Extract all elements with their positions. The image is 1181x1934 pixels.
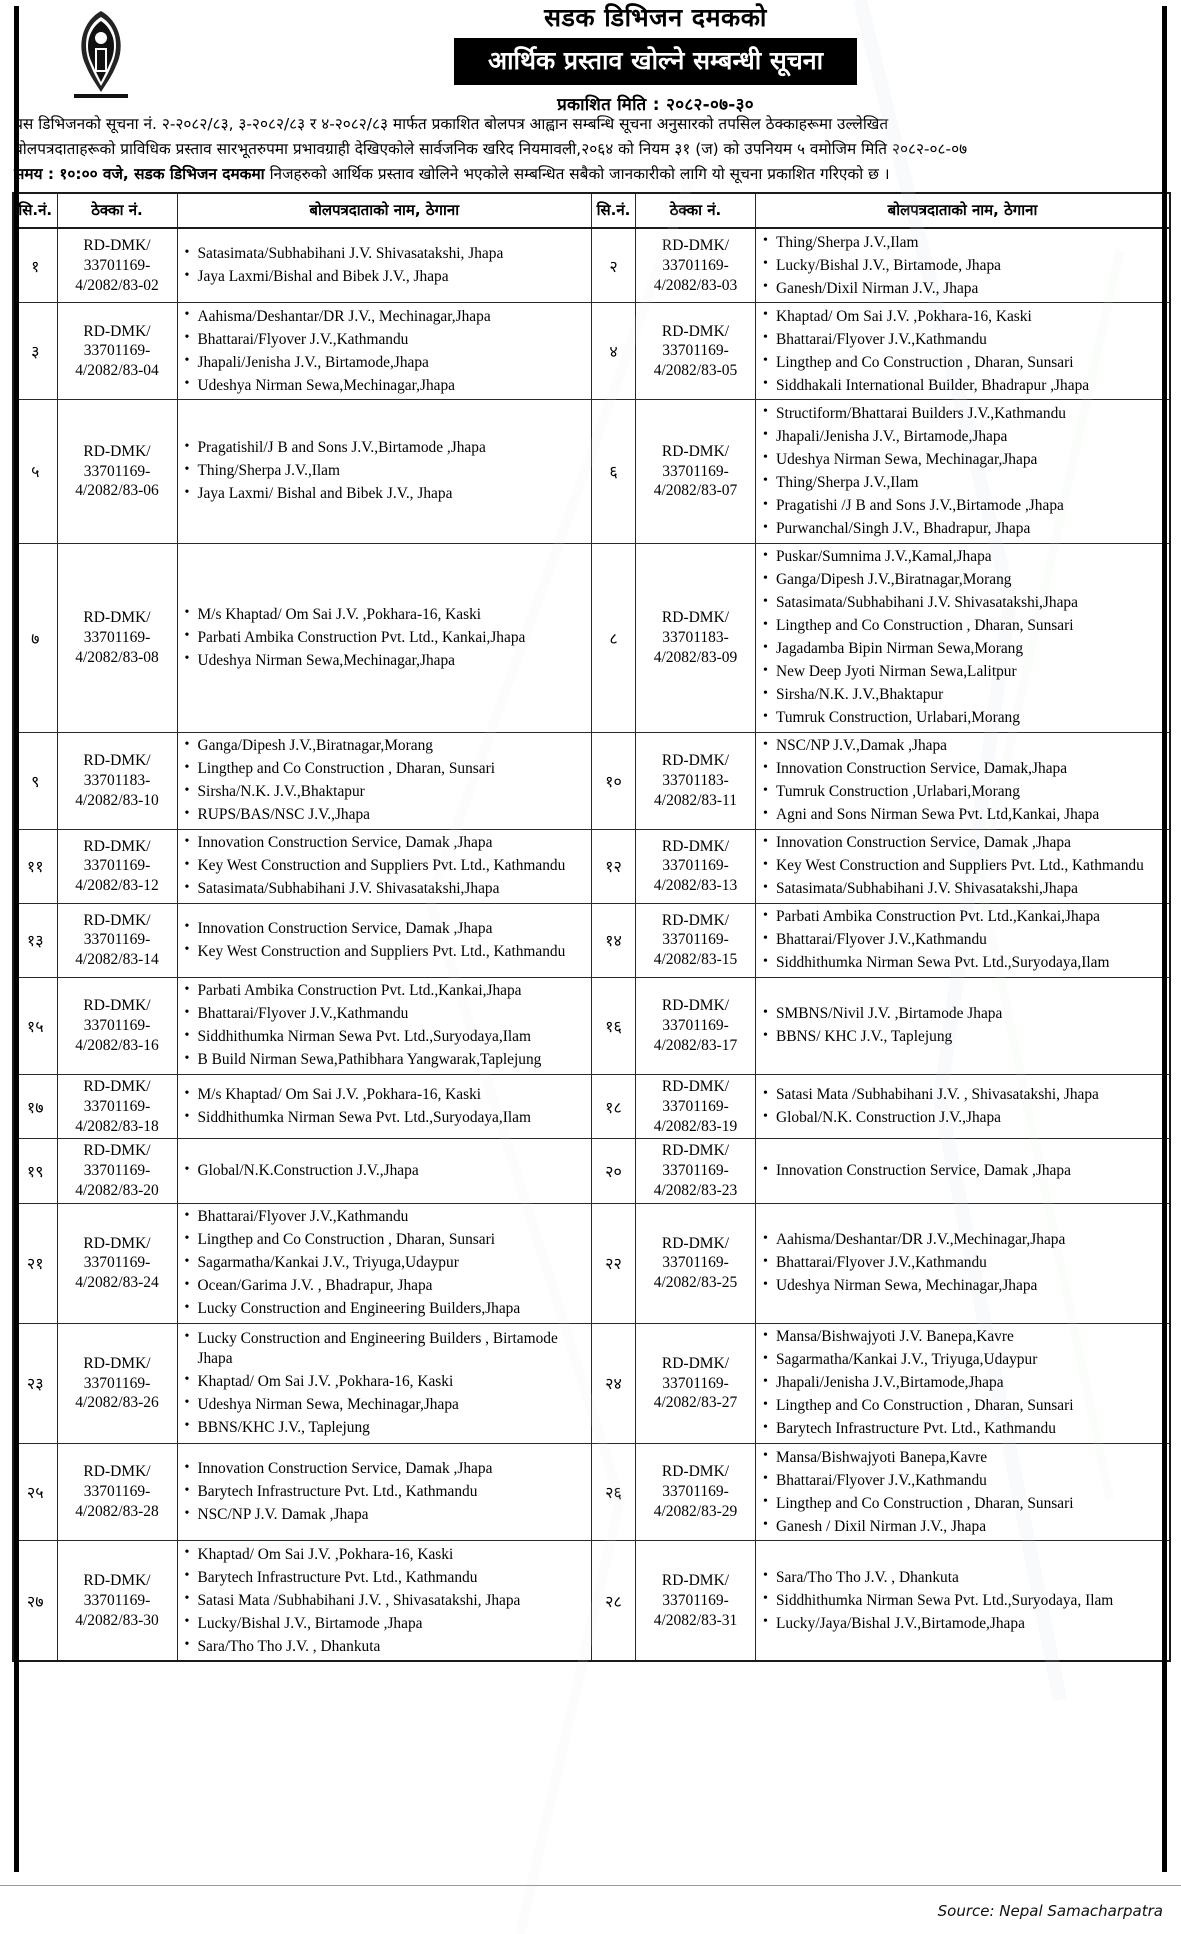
bidders-list-right [756,732,1171,829]
bidders-list-right [756,903,1171,977]
bidder-item: • Khaptad/ Om Sai J.V. ,Pokhara-16, Kaski [198,1370,589,1393]
bidders-list-right [756,543,1171,732]
serial-number-right: २८ [592,1541,636,1662]
bidder-item: • Jhapali/Jenisha J.V.,Birtamode,Jhapa [776,1372,1166,1395]
bidder-names [759,546,1166,730]
intro-time-place: समय : १०:०० वजे, सडक डिभिजन दमकमा [14,165,265,184]
intro-line-3-rest: निजहरुको आर्थिक प्रस्ताव खोलिने भएकोले सम्बन्धित सबैको जानकारीको लागि यो सूचना प्रकाशित गरिएको छ । [264,165,890,184]
bidder-item: • Khaptad/ Om Sai J.V. ,Pokhara-16, Kaski [198,1543,589,1566]
bidder-names [181,1458,589,1527]
bidder-names [759,1446,1166,1538]
serial-number-right: २ [592,228,636,303]
bidder-item: • Ganga/Dipesh J.V.,Biratnagar,Morang [776,569,1166,592]
bidders-list-left [177,829,592,903]
bidder-item: • Satasi Mata /Subhabihani J.V. , Shivasatakshi, Jhapa [776,1084,1166,1107]
col-header-sn-left: सि.नं. [13,193,57,228]
intro-line-2: बोलपत्रदाताहरूको प्राविधिक प्रस्ताव सारभूतरुपमा प्रभावग्राही देखिएकोले सार्वजनिक खरिद नियमावली,२०६४ को नियम ३१ (ज) को उपनियम ५ वमोजिम मिति २०८२-०८-०७ [14,140,968,159]
bidder-item: • Thing/Sherpa J.V.,Ilam [776,231,1166,254]
bidders-list-left [177,1541,592,1662]
serial-number-left: १ [13,228,57,303]
bidder-item: • Siddhithumka Nirman Sewa Pvt. Ltd.,Suryodaya, Ilam [776,1589,1166,1612]
bidder-item: • Lingthep and Co Construction , Dharan, Sunsari [198,758,589,781]
bidder-item: • Jaya Laxmi/ Bishal and Bibek J.V., Jhapa [198,483,589,506]
published-date: प्रकाशित मिति : २०८२-०७-३० [557,95,754,116]
bidder-item: • Jaya Laxmi/Bishal and Bibek J.V., Jhapa [198,266,589,289]
bidder-item: • Siddhithumka Nirman Sewa Pvt. Ltd.,Suryodaya,Ilam [776,952,1166,975]
contract-number-right: RD-DMK/ 33701169-4/2082/83-19 [636,1074,756,1138]
bidders-list-left [177,977,592,1074]
bidder-item: • Tumruk Construction, Urlabari,Morang [776,707,1166,730]
serial-number-left: १७ [13,1074,57,1138]
serial-number-left: २७ [13,1541,57,1662]
bidder-item: • Key West Construction and Suppliers Pvt. Ltd., Kathmandu [198,855,589,878]
contract-number-left: RD-DMK/ 33701169-4/2082/83-28 [57,1444,177,1541]
bidder-names [181,1160,589,1183]
contract-number-right: RD-DMK/ 33701169-4/2082/83-15 [636,903,756,977]
serial-number-right: ६ [592,400,636,543]
bidder-item: • Key West Construction and Suppliers Pvt. Ltd., Kathmandu [776,855,1166,878]
bidder-item: • Lucky/Jaya/Bishal J.V.,Birtamode,Jhapa [776,1612,1166,1635]
contract-number-left: RD-DMK/ 33701169-4/2082/83-18 [57,1074,177,1138]
contract-number-left: RD-DMK/ 33701169-4/2082/83-16 [57,977,177,1074]
contract-number-right: RD-DMK/ 33701169-4/2082/83-03 [636,228,756,303]
serial-number-right: १६ [592,977,636,1074]
bidder-item: • Structiform/Bhattarai Builders J.V.,Kathmandu [776,402,1166,425]
bidder-names [181,917,589,963]
contract-number-right: RD-DMK/ 33701169-4/2082/83-23 [636,1139,756,1203]
serial-number-right: २४ [592,1323,636,1443]
bidder-item: • Parbati Ambika Construction Pvt. Ltd.,Kankai,Jhapa [198,980,589,1003]
bidders-list-right [756,1323,1171,1443]
bidder-names [759,906,1166,975]
bidder-item: • Ganga/Dipesh J.V.,Biratnagar,Morang [198,735,589,758]
serial-number-left: २५ [13,1444,57,1541]
bidder-item: • Global/N.K. Construction J.V.,Jhapa [776,1107,1166,1130]
bidder-item: • Satasimata/Subhabihani J.V. Shivasatakshi,Jhapa [198,878,589,901]
contract-number-right: RD-DMK/ 33701183-4/2082/83-11 [636,732,756,829]
bidder-names [181,1206,589,1321]
bidder-item: • Barytech Infrastructure Pvt. Ltd., Kathmandu [198,1566,589,1589]
bidder-item: • Mansa/Bishwajyoti J.V. Banepa,Kavre [776,1326,1166,1349]
bidders-list-left [177,1323,592,1443]
footer-divider [0,1885,1181,1886]
serial-number-right: २० [592,1139,636,1203]
serial-number-right: १० [592,732,636,829]
bidder-names [181,735,589,827]
serial-number-left: ५ [13,400,57,543]
bidder-item: • Jhapali/Jenisha J.V., Birtamode,Jhapa [776,425,1166,448]
bidder-item: • Udeshya Nirman Sewa, Mechinagar,Jhapa [776,1275,1166,1298]
bidder-item: • Parbati Ambika Construction Pvt. Ltd., Kankai,Jhapa [198,626,589,649]
serial-number-right: ४ [592,303,636,400]
bidder-names [181,1543,589,1658]
bidder-item: • Lingthep and Co Construction , Dharan, Sunsari [776,1395,1166,1418]
contract-number-right: RD-DMK/ 33701169-4/2082/83-29 [636,1444,756,1541]
serial-number-right: २२ [592,1203,636,1323]
bidder-item: • Bhattarai/Flyover J.V.,Kathmandu [776,1252,1166,1275]
serial-number-left: २१ [13,1203,57,1323]
bidder-item: • Sagarmatha/Kankai J.V., Triyuga,Udaypur [776,1349,1166,1372]
bidder-item: • Bhattarai/Flyover J.V.,Kathmandu [776,1469,1166,1492]
bidder-item: • Agni and Sons Nirman Sewa Pvt. Ltd,Kankai, Jhapa [776,804,1166,827]
bidder-item: • Siddhithumka Nirman Sewa Pvt. Ltd.,Suryodaya,Ilam [198,1107,589,1130]
notice-header [0,0,1181,116]
bidder-names [181,1084,589,1130]
contract-number-right: RD-DMK/ 33701169-4/2082/83-27 [636,1323,756,1443]
bidder-names [759,1229,1166,1298]
contract-number-right: RD-DMK/ 33701169-4/2082/83-13 [636,829,756,903]
bidder-item: • Mansa/Bishwajyoti Banepa,Kavre [776,1446,1166,1469]
serial-number-left: ७ [13,543,57,732]
bidder-item: • RUPS/BAS/NSC J.V.,Jhapa [198,804,589,827]
serial-number-right: १२ [592,829,636,903]
bidder-names [759,1084,1166,1130]
bidder-item: • Puskar/Sumnima J.V.,Kamal,Jhapa [776,546,1166,569]
bidder-item: • Lucky/Bishal J.V., Birtamode, Jhapa [776,254,1166,277]
bidder-item: • Lucky Construction and Engineering Builders,Jhapa [198,1298,589,1321]
bidder-item: • Jagadamba Bipin Nirman Sewa,Morang [776,638,1166,661]
bidder-item: • Udeshya Nirman Sewa,Mechinagar,Jhapa [198,374,589,397]
bidder-item: • Bhattarai/Flyover J.V.,Kathmandu [198,1206,589,1229]
contract-number-left: RD-DMK/ 33701169-4/2082/83-30 [57,1541,177,1662]
bidder-item: • Siddhakali International Builder, Bhadrapur ,Jhapa [776,374,1166,397]
serial-number-left: २३ [13,1323,57,1443]
serial-number-left: १९ [13,1139,57,1203]
bidder-item: • Innovation Construction Service, Damak,Jhapa [776,758,1166,781]
bidder-item: • Bhattarai/Flyover J.V.,Kathmandu [198,328,589,351]
serial-number-left: ९ [13,732,57,829]
bidder-names [181,980,589,1072]
bidder-item: • Lingthep and Co Construction , Dharan, Sunsari [776,615,1166,638]
bidder-item: • Innovation Construction Service, Damak ,Jhapa [776,832,1166,855]
bidder-item: • Innovation Construction Service, Damak ,Jhapa [776,1160,1166,1183]
bidders-list-right [756,1074,1171,1138]
contract-number-left: RD-DMK/ 33701169-4/2082/83-20 [57,1139,177,1203]
bidders-list-left [177,1444,592,1541]
bidder-item: • Sara/Tho Tho J.V. , Dhankuta [198,1635,589,1658]
bidder-item: • Lucky/Bishal J.V., Birtamode ,Jhapa [198,1612,589,1635]
col-header-bidders-right: बोलपत्रदाताको नाम, ठेगाना [756,193,1171,228]
bidder-item: • Purwanchal/Singh J.V., Bhadrapur, Jhapa [776,518,1166,541]
bidder-item: • Sara/Tho Tho J.V. , Dhankuta [776,1566,1166,1589]
col-header-sn-right: सि.नं. [592,193,636,228]
bidder-item: • Lingthep and Co Construction , Dharan, Sunsari [776,1492,1166,1515]
bidders-list-right [756,1444,1171,1541]
bidders-list-left [177,1074,592,1138]
bidder-names [181,243,589,289]
bidder-names [181,603,589,672]
bidder-item: • M/s Khaptad/ Om Sai J.V. ,Pokhara-16, Kaski [198,603,589,626]
bidders-list-right [756,228,1171,303]
bidder-item: • Barytech Infrastructure Pvt. Ltd., Kathmandu [776,1418,1166,1441]
bidder-names [759,231,1166,300]
contract-number-left: RD-DMK/ 33701169-4/2082/83-06 [57,400,177,543]
serial-number-right: ८ [592,543,636,732]
bidder-names [181,305,589,397]
serial-number-right: २६ [592,1444,636,1541]
bidder-item: • Key West Construction and Suppliers Pvt. Ltd., Kathmandu [198,940,589,963]
bidder-item: • Ocean/Garima J.V. , Bhadrapur, Jhapa [198,1275,589,1298]
bidder-names [181,437,589,506]
bidder-item: • Global/N.K.Construction J.V.,Jhapa [198,1160,589,1183]
bidder-item: • Khaptad/ Om Sai J.V. ,Pokhara-16, Kaski [776,305,1166,328]
bidder-item: • Aahisma/Deshantar/DR J.V., Mechinagar,Jhapa [198,305,589,328]
bidder-item: • BBNS/KHC J.V., Taplejung [198,1416,589,1439]
bidders-list-left [177,732,592,829]
bidder-item: • Barytech Infrastructure Pvt. Ltd., Kathmandu [198,1481,589,1504]
bidder-item: • Aahisma/Deshantar/DR J.V.,Mechinagar,Jhapa [776,1229,1166,1252]
bidder-item: • Pragatishi /J B and Sons J.V.,Birtamode ,Jhapa [776,495,1166,518]
contract-number-right: RD-DMK/ 33701183-4/2082/83-09 [636,543,756,732]
bidder-item: • Jhapali/Jenisha J.V., Birtamode,Jhapa [198,351,589,374]
contract-number-left: RD-DMK/ 33701169-4/2082/83-24 [57,1203,177,1323]
bidder-item: • Satasi Mata /Subhabihani J.V. , Shivasatakshi, Jhapa [198,1589,589,1612]
bidder-item: • Udeshya Nirman Sewa, Mechinagar,Jhapa [198,1393,589,1416]
bidder-item: • New Deep Jyoti Nirman Sewa,Lalitpur [776,661,1166,684]
bidder-item: • Pragatishil/J B and Sons J.V.,Birtamode ,Jhapa [198,437,589,460]
bidder-names [759,832,1166,901]
nepal-government-emblem-icon [62,8,140,100]
bidder-names [181,1327,589,1439]
bidder-item: • Bhattarai/Flyover J.V.,Kathmandu [198,1003,589,1026]
bidder-names [759,1160,1166,1183]
bidder-item: • NSC/NP J.V. Damak ,Jhapa [198,1504,589,1527]
serial-number-right: १८ [592,1074,636,1138]
bidder-item: • Lingthep and Co Construction , Dharan, Sunsari [198,1229,589,1252]
bidder-item: • Thing/Sherpa J.V.,Ilam [198,460,589,483]
contract-number-right: RD-DMK/ 33701169-4/2082/83-17 [636,977,756,1074]
bidder-item: • Thing/Sherpa J.V.,Ilam [776,471,1166,494]
bidder-item: • Lingthep and Co Construction , Dharan, Sunsari [776,351,1166,374]
contract-number-left: RD-DMK/ 33701169-4/2082/83-14 [57,903,177,977]
contract-number-right: RD-DMK/ 33701169-4/2082/83-31 [636,1541,756,1662]
bidder-item: • NSC/NP J.V.,Damak ,Jhapa [776,735,1166,758]
bidder-item: • Ganesh / Dixil Nirman J.V., Jhapa [776,1515,1166,1538]
contract-number-left: RD-DMK/ 33701169-4/2082/83-26 [57,1323,177,1443]
bidders-list-right [756,303,1171,400]
col-header-bidders-left: बोलपत्रदाताको नाम, ठेगाना [177,193,592,228]
bidders-list-left [177,303,592,400]
contract-number-left: RD-DMK/ 33701183-4/2082/83-10 [57,732,177,829]
bidder-item: • SMBNS/Nivil J.V. ,Birtamode Jhapa [776,1003,1166,1026]
intro-line-1: यस डिभिजनको सूचना नं. २-२०८२/८३, ३-२०८२/८३ र ४-२०८२/८३ मार्फत प्रकाशित बोलपत्र आह्वान सम्बन्धि सूचना अनुसारको तपसिल ठेक्काहरूमा उल्लेखित [14,115,889,133]
bidder-item: • Sagarmatha/Kankai J.V., Triyuga,Udaypur [198,1252,589,1275]
serial-number-right: १४ [592,903,636,977]
bidder-item: • Innovation Construction Service, Damak ,Jhapa [198,1458,589,1481]
source-credit: Source: Nepal Samacharpatra [937,1902,1163,1920]
bidder-names [759,1566,1166,1635]
bidder-names [759,1326,1166,1441]
contract-number-left: RD-DMK/ 33701169-4/2082/83-08 [57,543,177,732]
serial-number-left: १५ [13,977,57,1074]
contract-number-left: RD-DMK/ 33701169-4/2082/83-12 [57,829,177,903]
serial-number-left: ३ [13,303,57,400]
bidder-item: • Tumruk Construction ,Urlabari,Morang [776,781,1166,804]
bidders-list-right [756,400,1171,543]
bidder-item: • Udeshya Nirman Sewa, Mechinagar,Jhapa [776,448,1166,471]
bidder-item: • Bhattarai/Flyover J.V.,Kathmandu [776,929,1166,952]
bidder-item: • Ganesh/Dixil Nirman J.V., Jhapa [776,277,1166,300]
bidder-item: • Lucky Construction and Engineering Builders , Birtamode Jhapa [198,1327,589,1370]
bidder-item: • Sirsha/N.K. J.V.,Bhaktapur [776,684,1166,707]
bidders-list-right [756,829,1171,903]
contract-number-right: RD-DMK/ 33701169-4/2082/83-07 [636,400,756,543]
bidder-item: • BBNS/ KHC J.V., Taplejung [776,1026,1166,1049]
bidder-item: • Satasimata/Subhabihani J.V. Shivasatakshi,Jhapa [776,592,1166,615]
bidder-item: • Innovation Construction Service, Damak ,Jhapa [198,832,589,855]
serial-number-left: १३ [13,903,57,977]
bidder-item: • Satasimata/Subhabihani J.V. Shivasatakshi, Jhapa [198,243,589,266]
bidder-item: • Siddhithumka Nirman Sewa Pvt. Ltd.,Suryodaya,Ilam [198,1026,589,1049]
bidder-item: • Innovation Construction Service, Damak ,Jhapa [198,917,589,940]
col-header-contract-left: ठेक्का नं. [57,193,177,228]
bidder-names [759,735,1166,827]
col-header-contract-right: ठेक्का नं. [636,193,756,228]
contract-number-right: RD-DMK/ 33701169-4/2082/83-05 [636,303,756,400]
bidder-item: • Bhattarai/Flyover J.V.,Kathmandu [776,328,1166,351]
notice-title: आर्थिक प्रस्ताव खोल्ने सम्बन्धी सूचना [454,38,857,86]
bidders-list-left [177,1203,592,1323]
bidder-item: • M/s Khaptad/ Om Sai J.V. ,Pokhara-16, Kaski [198,1084,589,1107]
bidder-item: • B Build Nirman Sewa,Pathibhara Yangwarak,Taplejung [198,1049,589,1072]
bidder-names [181,832,589,901]
bidder-item: • Parbati Ambika Construction Pvt. Ltd.,Kankai,Jhapa [776,906,1166,929]
bidder-item: • Satasimata/Subhabihani J.V. Shivasatakshi,Jhapa [776,878,1166,901]
office-name: सडक डिभिजन दमकको [544,3,767,32]
bidder-item: • Sirsha/N.K. J.V.,Bhaktapur [198,781,589,804]
contract-number-left: RD-DMK/ 33701169-4/2082/83-02 [57,228,177,303]
contract-number-right: RD-DMK/ 33701169-4/2082/83-25 [636,1203,756,1323]
contract-number-left: RD-DMK/ 33701169-4/2082/83-04 [57,303,177,400]
bidder-names [759,305,1166,397]
bidder-names [759,1003,1166,1049]
bidder-names [759,402,1166,540]
serial-number-left: ११ [13,829,57,903]
bidder-item: • Udeshya Nirman Sewa,Mechinagar,Jhapa [198,649,589,672]
